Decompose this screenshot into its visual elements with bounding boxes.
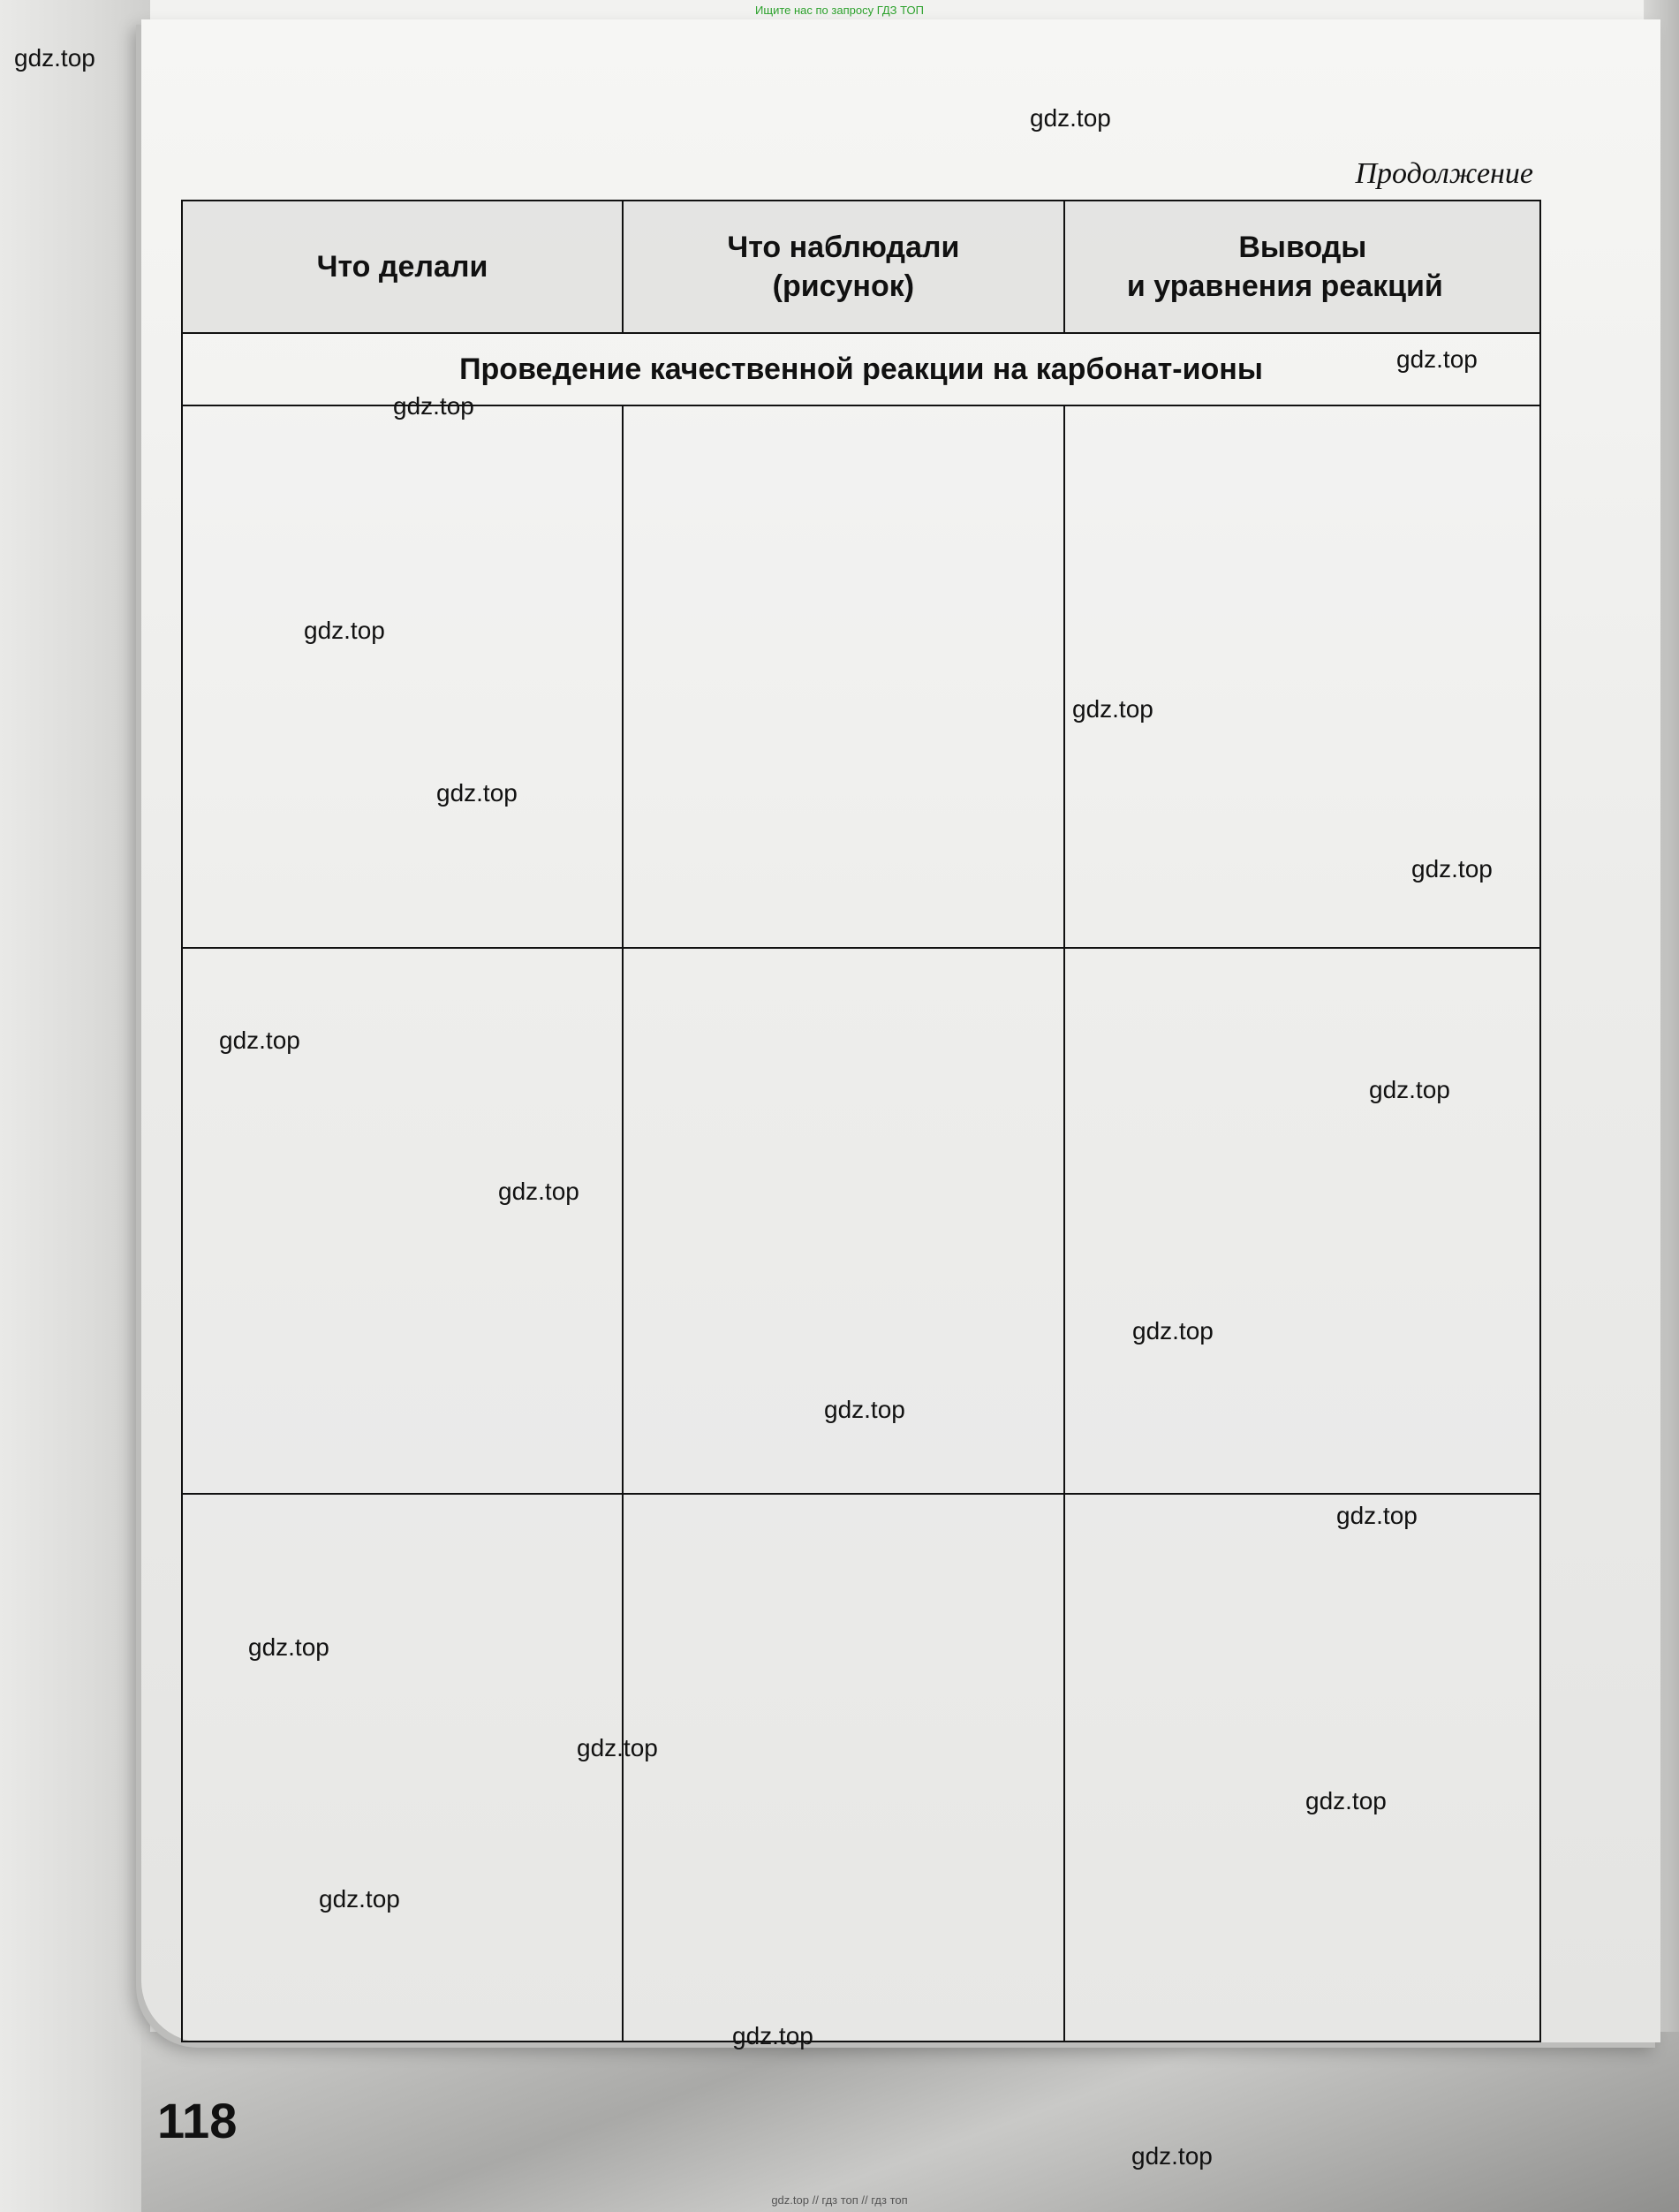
header-what-did [182, 201, 623, 333]
watermark: gdz.top [1305, 1787, 1387, 1814]
answer-cell[interactable] [623, 405, 1064, 948]
table-section-row [182, 333, 1540, 405]
header-conclusions [1064, 201, 1540, 333]
watermark: gdz.top [732, 2022, 813, 2049]
watermark: gdz.top [1336, 1502, 1418, 1529]
header-what-observed [623, 201, 1064, 333]
watermark: gdz.top [219, 1026, 300, 1054]
answer-cell[interactable] [182, 405, 623, 948]
answer-cell[interactable] [182, 1494, 623, 2042]
answer-cell[interactable] [623, 1494, 1064, 2042]
continuation-label: Продолжение [1355, 157, 1533, 190]
watermark: gdz.top [498, 1178, 579, 1205]
watermark: gdz.top [1396, 345, 1478, 373]
table-row [182, 405, 1540, 948]
watermark: gdz.top [14, 44, 95, 72]
page-number: 118 [157, 2093, 238, 2148]
watermark: gdz.top [393, 392, 474, 420]
watermark: gdz.top [436, 779, 518, 807]
watermark: gdz.top [248, 1633, 329, 1661]
watermark: gdz.top [1072, 695, 1153, 723]
top-banner: Ищите нас по запросу ГДЗ ТОП [755, 4, 924, 17]
page-bottom-background [141, 2032, 1679, 2212]
header-what-observed-line1: Что наблюдали [727, 231, 960, 264]
watermark: gdz.top [1030, 104, 1111, 132]
header-conclusions-line2: и уравнения реакций [1126, 269, 1443, 303]
header-conclusions-line1: Выводы [1238, 231, 1367, 264]
watermark: gdz.top [577, 1734, 658, 1761]
watermark: gdz.top [304, 617, 385, 644]
answer-cell[interactable] [1064, 1494, 1540, 2042]
page-left-margin [0, 0, 150, 2212]
watermark: gdz.top [1369, 1076, 1450, 1103]
watermark: gdz.top [1131, 2142, 1213, 2170]
answer-cell[interactable] [1064, 948, 1540, 1494]
header-what-did-label: Что делали [316, 250, 488, 284]
bottom-banner: gdz.top // гдз топ // гдз топ [771, 2193, 908, 2207]
lab-results-table [181, 200, 1541, 2042]
header-what-observed-line2: (рисунок) [772, 269, 915, 303]
watermark: gdz.top [319, 1885, 400, 1913]
watermark: gdz.top [1132, 1317, 1214, 1345]
watermark: gdz.top [824, 1396, 905, 1423]
table-row [182, 1494, 1540, 2042]
table-header-row [182, 201, 1540, 333]
watermark: gdz.top [1411, 855, 1493, 883]
section-title: Проведение качественной реакции на карбонат-ионы [182, 333, 1540, 405]
